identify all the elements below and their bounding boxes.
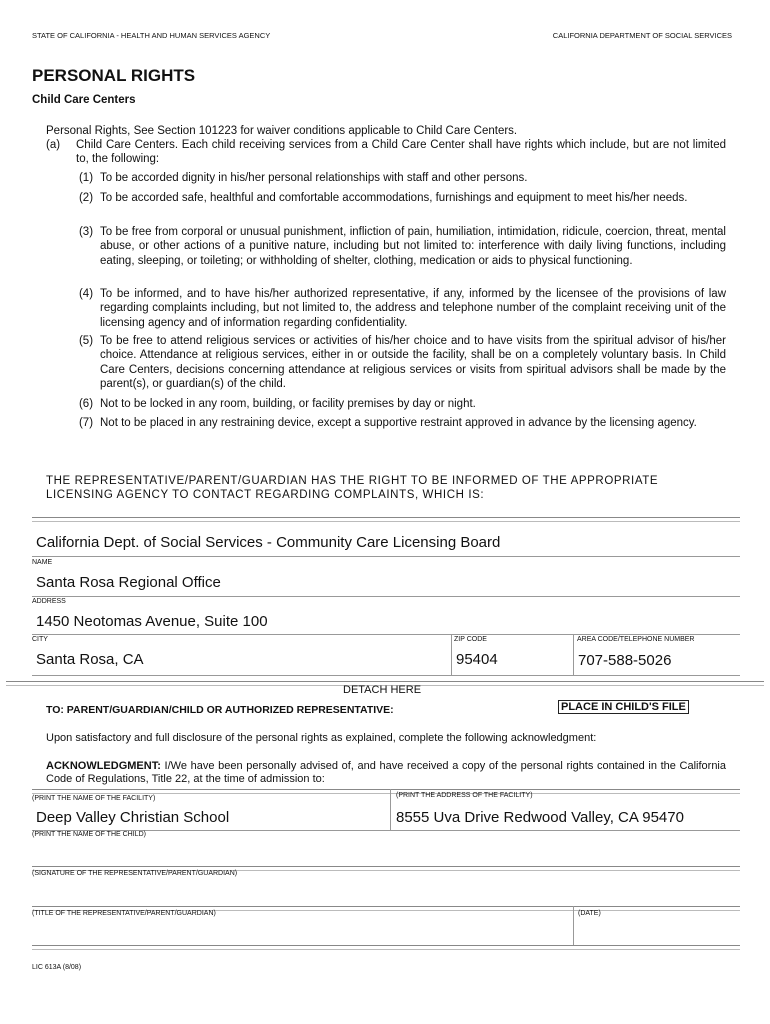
section-a [46,138,726,167]
form-id: LIC 613A (8/08) [32,964,82,971]
right-text: To be informed, and to have his/her authorized representative, if any, informed by the licensee of the provisions of law regarding complaints including, but not limited to, the address and telephone number of the complaint receiving unit of the licensing agency and of information regarding confidentiality. [100,288,726,329]
title-label: (TITLE OF THE REPRESENTATIVE/PARENT/GUARDIAN) [32,910,216,917]
acknowledgment [46,760,726,786]
divider [32,789,740,794]
right-text: To be free from corporal or unusual punishment, infliction of pain, humiliation, intimidation, ridicule, coercion, threat, mental abuse, or other actions of a punitive nature, including but not limited to: interference with daily living functions, including eating, sleeping, or toileting; or withholding of shelter, clothing, medication or aids to physical functioning. [100,226,726,267]
to-line: TO: PARENT/GUARDIAN/CHILD OR AUTHORIZED REPRESENTATIVE: [46,704,394,716]
ack-text: I/We have been personally advised of, and have received a copy of the personal rights contained in the California Code of Regulations, Title 22, at the time of admission to: [46,760,726,785]
right-number: (7) [78,417,94,429]
right-item [72,416,726,430]
divider [451,634,452,676]
address-label: ADDRESS [32,598,66,605]
facility-address-label: (PRINT THE ADDRESS OF THE FACILITY) [396,792,533,799]
right-text: Not to be locked in any room, building, or facility premises by day or night. [100,398,476,410]
place-in-file-badge: PLACE IN CHILD'S FILE [558,700,689,714]
right-text: Not to be placed in any restraining device, except a supportive restraint approved in advance by the licensing agency. [100,417,697,429]
city-label: CITY [32,636,48,643]
right-item [72,171,726,185]
name-label: NAME [32,559,53,566]
facility-address-value[interactable]: 8555 Uva Drive Redwood Valley, CA 95470 [396,809,684,826]
agency-address-value[interactable]: 1450 Neotomas Avenue, Suite 100 [36,613,268,630]
right-text: To be accorded safe, healthful and comfortable accommodations, furnishings and equipment to meet his/her needs. [100,192,688,204]
ack-label: ACKNOWLEDGMENT: [46,760,161,772]
right-text: To be accorded dignity in his/her personal relationships with staff and other persons. [100,172,528,184]
agency-phone-value[interactable]: 707-588-5026 [578,652,672,669]
facility-name-label: (PRINT THE NAME OF THE FACILITY) [32,795,156,802]
divider [32,675,740,676]
section-a-number: (a) [46,139,61,151]
right-number: (2) [78,192,94,204]
page-title: PERSONAL RIGHTS [32,66,196,85]
divider [390,789,391,831]
right-number: (4) [78,288,94,300]
divider [32,517,740,522]
agency-city-value[interactable]: Santa Rosa, CA [36,651,144,668]
right-number: (1) [78,172,94,184]
right-text: To be free to attend religious services or activities of his/her choice and to have visits from the spiritual advisor of his/her choice. Attendance at religious services, either in or outside the facility, shall be on a completely voluntary basis. In Child Care Centers, decisions concerning attendance at religious services or visits from spiritual advisors shall be made by the parent(s), or guardian(s) of the child. [100,335,726,390]
detach-here-label: DETACH HERE [343,684,422,696]
agency-zip-value[interactable]: 95404 [456,651,498,668]
right-number: (5) [78,335,94,347]
right-item [72,191,726,205]
agency-header-right: CALIFORNIA DEPARTMENT OF SOCIAL SERVICES [552,31,732,40]
page-subtitle: Child Care Centers [32,94,136,106]
signature-label: (SIGNATURE OF THE REPRESENTATIVE/PARENT/GUARDIAN) [32,870,238,877]
divider [573,634,574,676]
right-number: (3) [78,226,94,238]
right-item [72,334,726,391]
complaint-notice: THE REPRESENTATIVE/PARENT/GUARDIAN HAS THE RIGHT TO BE INFORMED OF THE APPROPRIATE LICENSING AGENCY TO CONTACT REGARDING COMPLAINTS, WHICH IS: [46,475,659,502]
right-item [72,397,726,411]
divider [573,906,574,946]
date-label: (DATE) [578,910,601,917]
agency-header-left: STATE OF CALIFORNIA - HEALTH AND HUMAN SERVICES AGENCY [32,31,271,40]
facility-name-value[interactable]: Deep Valley Christian School [36,809,230,826]
divider [32,945,740,950]
phone-label: AREA CODE/TELEPHONE NUMBER [577,636,695,643]
divider [32,634,740,635]
divider [32,556,740,557]
disclosure-text: Upon satisfactory and full disclosure of the personal rights as explained, complete the following acknowledgment: [46,732,597,744]
agency-org-value[interactable]: California Dept. of Social Services - Community Care Licensing Board [36,534,501,551]
zip-label: ZIP CODE [454,636,487,643]
right-number: (6) [78,398,94,410]
right-item [72,225,726,268]
agency-name-value[interactable]: Santa Rosa Regional Office [36,574,221,591]
child-name-label: (PRINT THE NAME OF THE CHILD) [32,831,146,838]
right-item [72,287,726,330]
intro-text: Personal Rights, See Section 101223 for waiver conditions applicable to Child Care Centers. [46,125,518,137]
divider [32,596,740,597]
section-a-text: Child Care Centers. Each child receiving services from a Child Care Center shall have rights which include, but are not limited to, the following: [76,139,726,166]
